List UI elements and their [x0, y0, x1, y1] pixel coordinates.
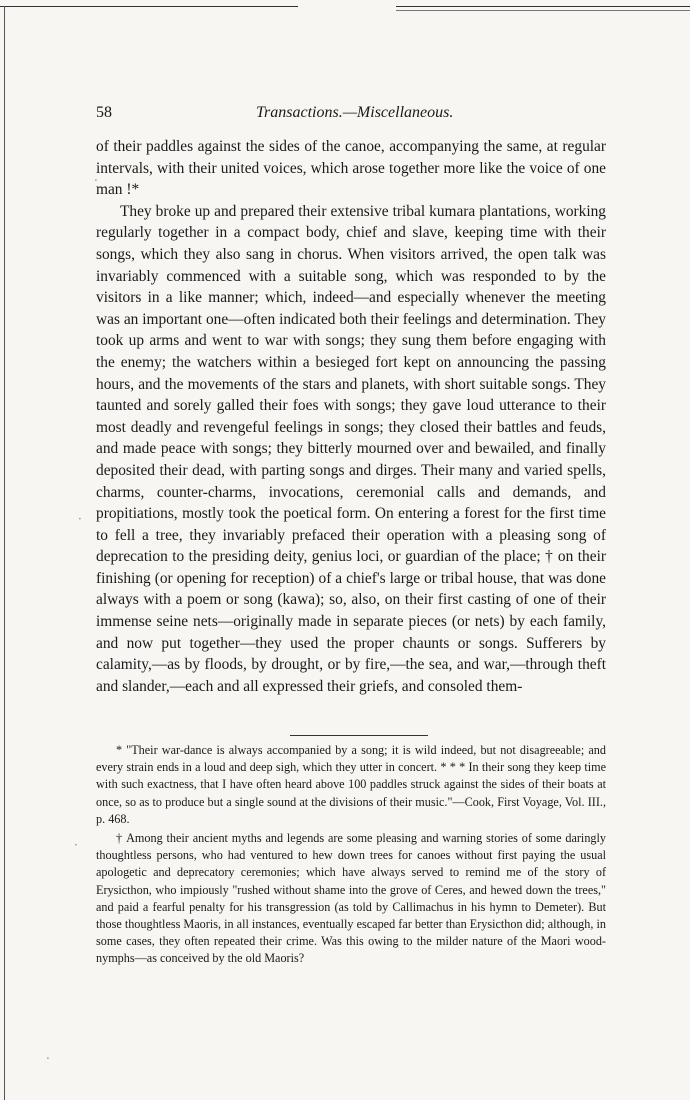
body-text [96, 136, 606, 697]
top-rule-right [396, 6, 690, 7]
footnote-rule [290, 735, 428, 736]
margin-mark: . [94, 170, 98, 184]
footnote-2: † Among their ancient myths and legends are some pleasing and warning stories of some daringly thoughtless persons, who had ventured to hew down trees for canoes without first paying the usual apologetic and deprecatory ceremonies; which have always served to remind me of the story of Erysicthon, who impiously "rushed without shame into the grove of Ceres, and hewed down the trees," and paid a fearful penalty for his transgression (as told by Callimachus in his hymn to Demeter). But those thoughtless Maoris, in all instances, eventually escaped far better than Erysicthon did; although, in some cases, they often repeated their crime. Was this owing to the milder nature of the Maori wood-nymphs—as conceived by the old Maoris? [96, 831, 606, 966]
margin-mark: · [74, 838, 78, 852]
page-number: 58 [96, 104, 112, 121]
margin-mark: . [46, 1048, 50, 1062]
top-rule-left [0, 6, 298, 7]
body-paragraph-1: of their paddles against the sides of the canoe, accompanying the same, at regular intervals, with their united voices, which arose together more like the voice of one man !* [96, 138, 606, 199]
top-rule-right-secondary [396, 10, 690, 11]
footnote-1: * "Their war-dance is always accompanied by a song; it is wild indeed, but not disagreeable; and every strain ends in a loud and deep sigh, which they utter in concert. * * * In their song they keep time with such exactness, that I have often heard above 100 paddles struck against the sides of their boats at once, so as to produce but a single sound at the divisions of their music."—Cook, First Voyage, Vol. III., p. 468. [96, 743, 606, 826]
page-edge [4, 6, 5, 1100]
body-paragraph-2: They broke up and prepared their extensive tribal kumara plantations, working regularly together in a compact body, chief and slave, keeping time with their songs, which they also sang in chorus. When visitors arrived, the open talk was invariably commenced with a suitable song, which was responded to by the visitors in a like manner; which, indeed—and especially whenever the meeting was an important one—often indicated both their feelings and determination. They took up arms and went to war with songs; they sung them before engaging with the enemy; the watchers within a besieged fort kept on announcing the passing hours, and the movements of the stars and planets, with short suitable songs. They taunted and sorely galled their foes with songs; they gave loud utterance to their most deadly and revengeful feelings in songs; they closed their battles and feuds, and made peace with songs; they bitterly mourned over and bewailed, and finally deposited their dead, with parting songs and dirges. Their many and varied spells, charms, counter-charms, invocations, ceremonial calls and demands, and propitiations, mostly took the poetical form. On entering a forest for the first time to fell a tree, they invariably prefaced their operation with a pleasing song of deprecation to the presiding deity, genius loci, or guardian of the place; † on their finishing (or opening for reception) of a chief's large or tribal house, that was done always with a poem or song (kawa); so, also, on their first casting of one of their immense seine nets—originally made in separate pieces (or nets) by each family, and now put together—they used the proper chaunts or songs. Sufferers by calamity,—as by floods, by drought, or by fire,—the sea, and war,—through theft and slander,—each and all expressed their griefs, and consoled them- [96, 202, 606, 695]
footnotes [96, 742, 606, 970]
margin-mark: · [78, 512, 82, 526]
running-title: Transactions.—Miscellaneous. [256, 104, 454, 121]
